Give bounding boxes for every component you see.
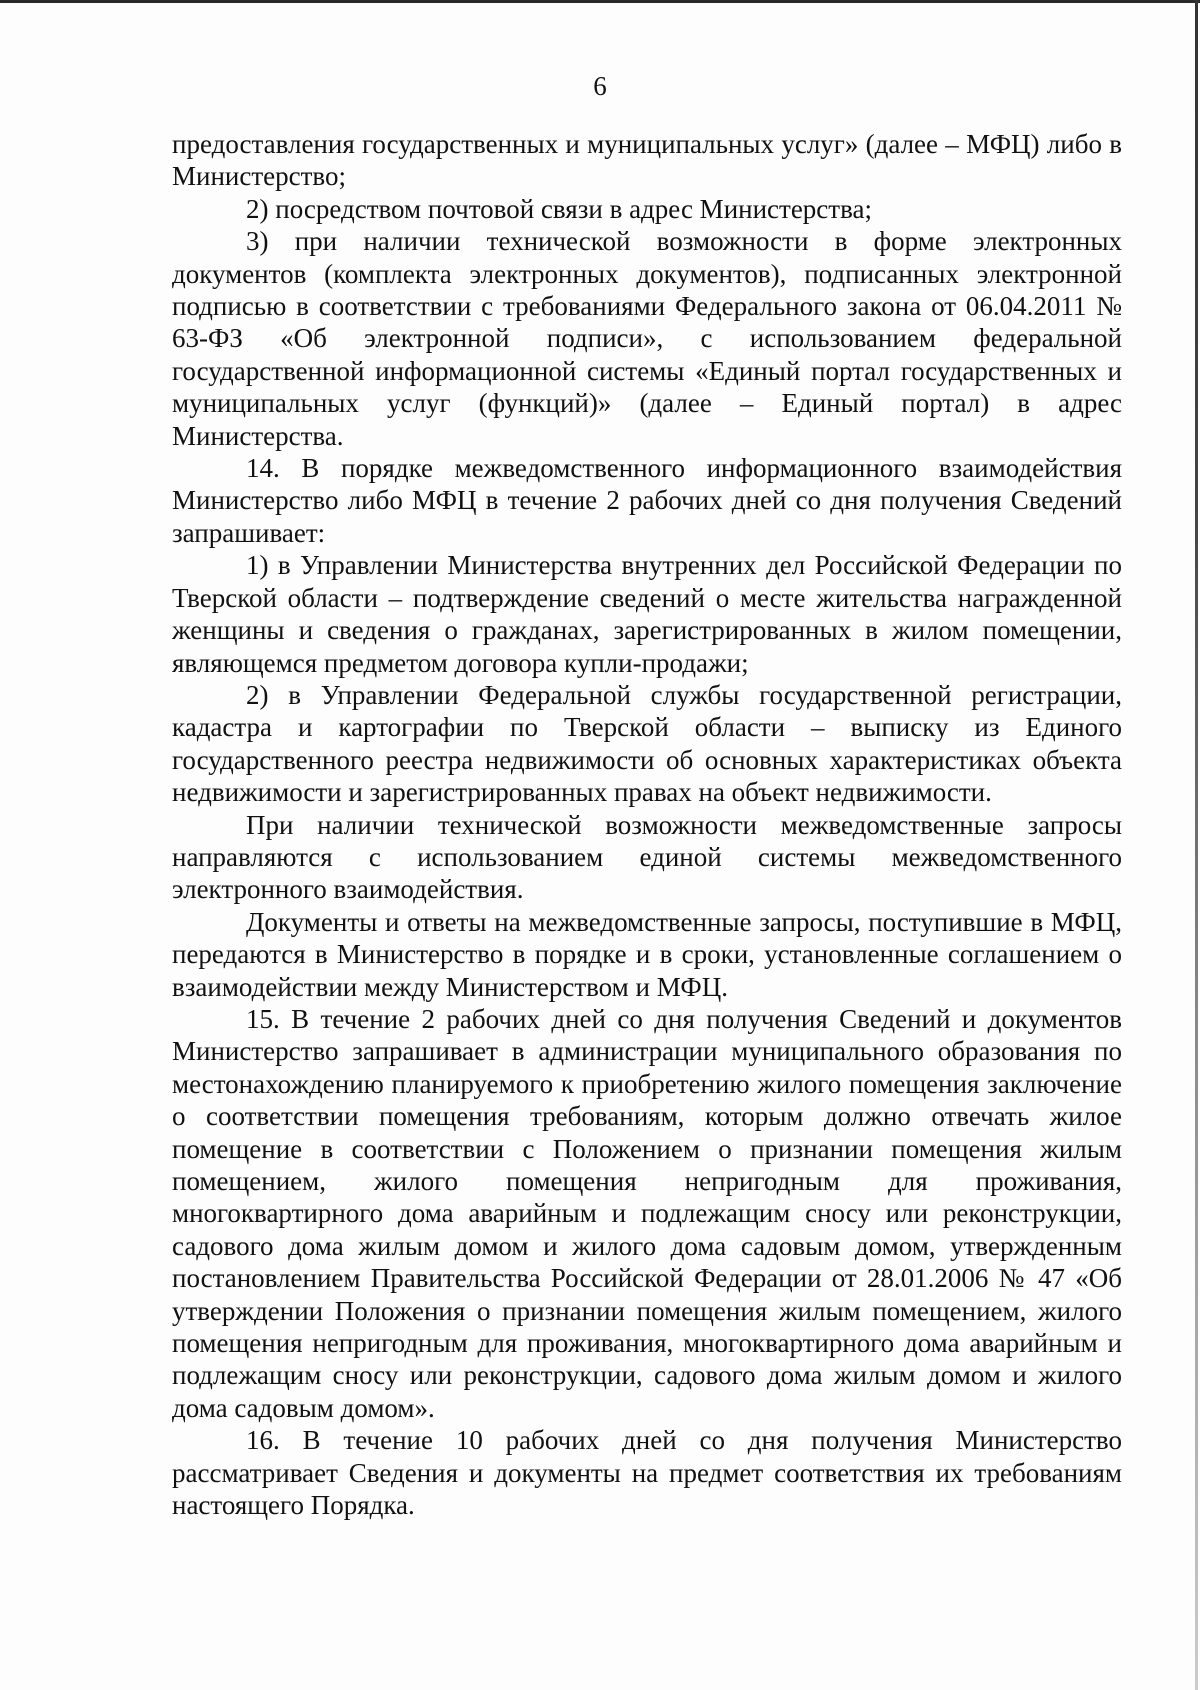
paragraph-section-15: 15. В течение 2 рабочих дней со дня получения Сведений и документов Министерство запрашивает в администрации муниципального образования по местонахождению планируемого к приобретению жилого помещения заключение о соответствии помещения требованиям, которым должно отвечать жилое помещение в соответствии с Положением о признании помещения жилым помещением, жилого помещения непригодным для проживания, многоквартирного дома аварийным и подлежащим сносу или реконструкции, садового дома жилым домом и жилого дома садовым домом, утвержденным постановлением Правительства Российской Федерации от 28.01.2006 № 47 «Об утверждении Положения о признании помещения жилым помещением, жилого помещения непригодным для проживания, многоквартирного дома аварийным и подлежащим сносу или реконструкции, садового дома жилым домом и жилого дома садовым домом». — [172, 1003, 1122, 1423]
paragraph-section-14-item-1: 1) в Управлении Министерства внутренних дел Российской Федерации по Тверской области – подтверждение сведений о месте жительства награжденной женщины и сведения о гражданах, зарегистрированных в жилом помещении, являющемся предметом договора купли-продажи; — [172, 550, 1122, 678]
scan-edge-top — [0, 0, 1200, 3]
document-body — [172, 128, 1122, 1521]
paragraph-item-2: 2) посредством почтовой связи в адрес Министерства; — [246, 193, 872, 224]
paragraph-continuation: предоставления государственных и муниципальных услуг» (далее – МФЦ) либо в Министерство; — [172, 129, 1122, 192]
paragraph-section-14-item-2: 2) в Управлении Федеральной службы государственной регистрации, кадастра и картографии по Тверской области – выписку из Единого государственного реестра недвижимости об основных характеристиках объекта недвижимости и зарегистрированных правах на объект недвижимости. — [172, 679, 1122, 808]
paragraph-section-14: 14. В порядке межведомственного информационного взаимодействия Министерство либо МФЦ в течение 2 рабочих дней со дня получения Сведений запрашивает: — [172, 453, 1122, 548]
paragraph-section-16: 16. В течение 10 рабочих дней со дня получения Министерство рассматривает Сведения и документы на предмет соответствия их требованиям настоящего Порядка. — [172, 1425, 1122, 1521]
page-number: 6 — [593, 71, 607, 101]
scan-edge-right — [1195, 0, 1198, 1690]
paragraph-documents-transfer: Документы и ответы на межведомственные запросы, поступившие в МФЦ, передаются в Министерство в порядке и в сроки, установленные соглашением о взаимодействии между Министерством и МФЦ. — [172, 906, 1122, 1002]
paragraph-interagency-requests: При наличии технической возможности межведомственные запросы направляются с использованием единой системы межведомственного электронного взаимодействия. — [172, 809, 1122, 905]
paragraph-item-3: 3) при наличии технической возможности в форме электронных документов (комплекта электронных документов), подписанных электронной подписью в соответствии с требованиями Федерального закона от 06.04.2011 № 63-ФЗ «Об электронной подписи», с использованием федеральной государственной информационной системы «Единый портал государственных и муниципальных услуг (функций)» (далее – Единый портал) в адрес Министерства. — [172, 226, 1122, 451]
